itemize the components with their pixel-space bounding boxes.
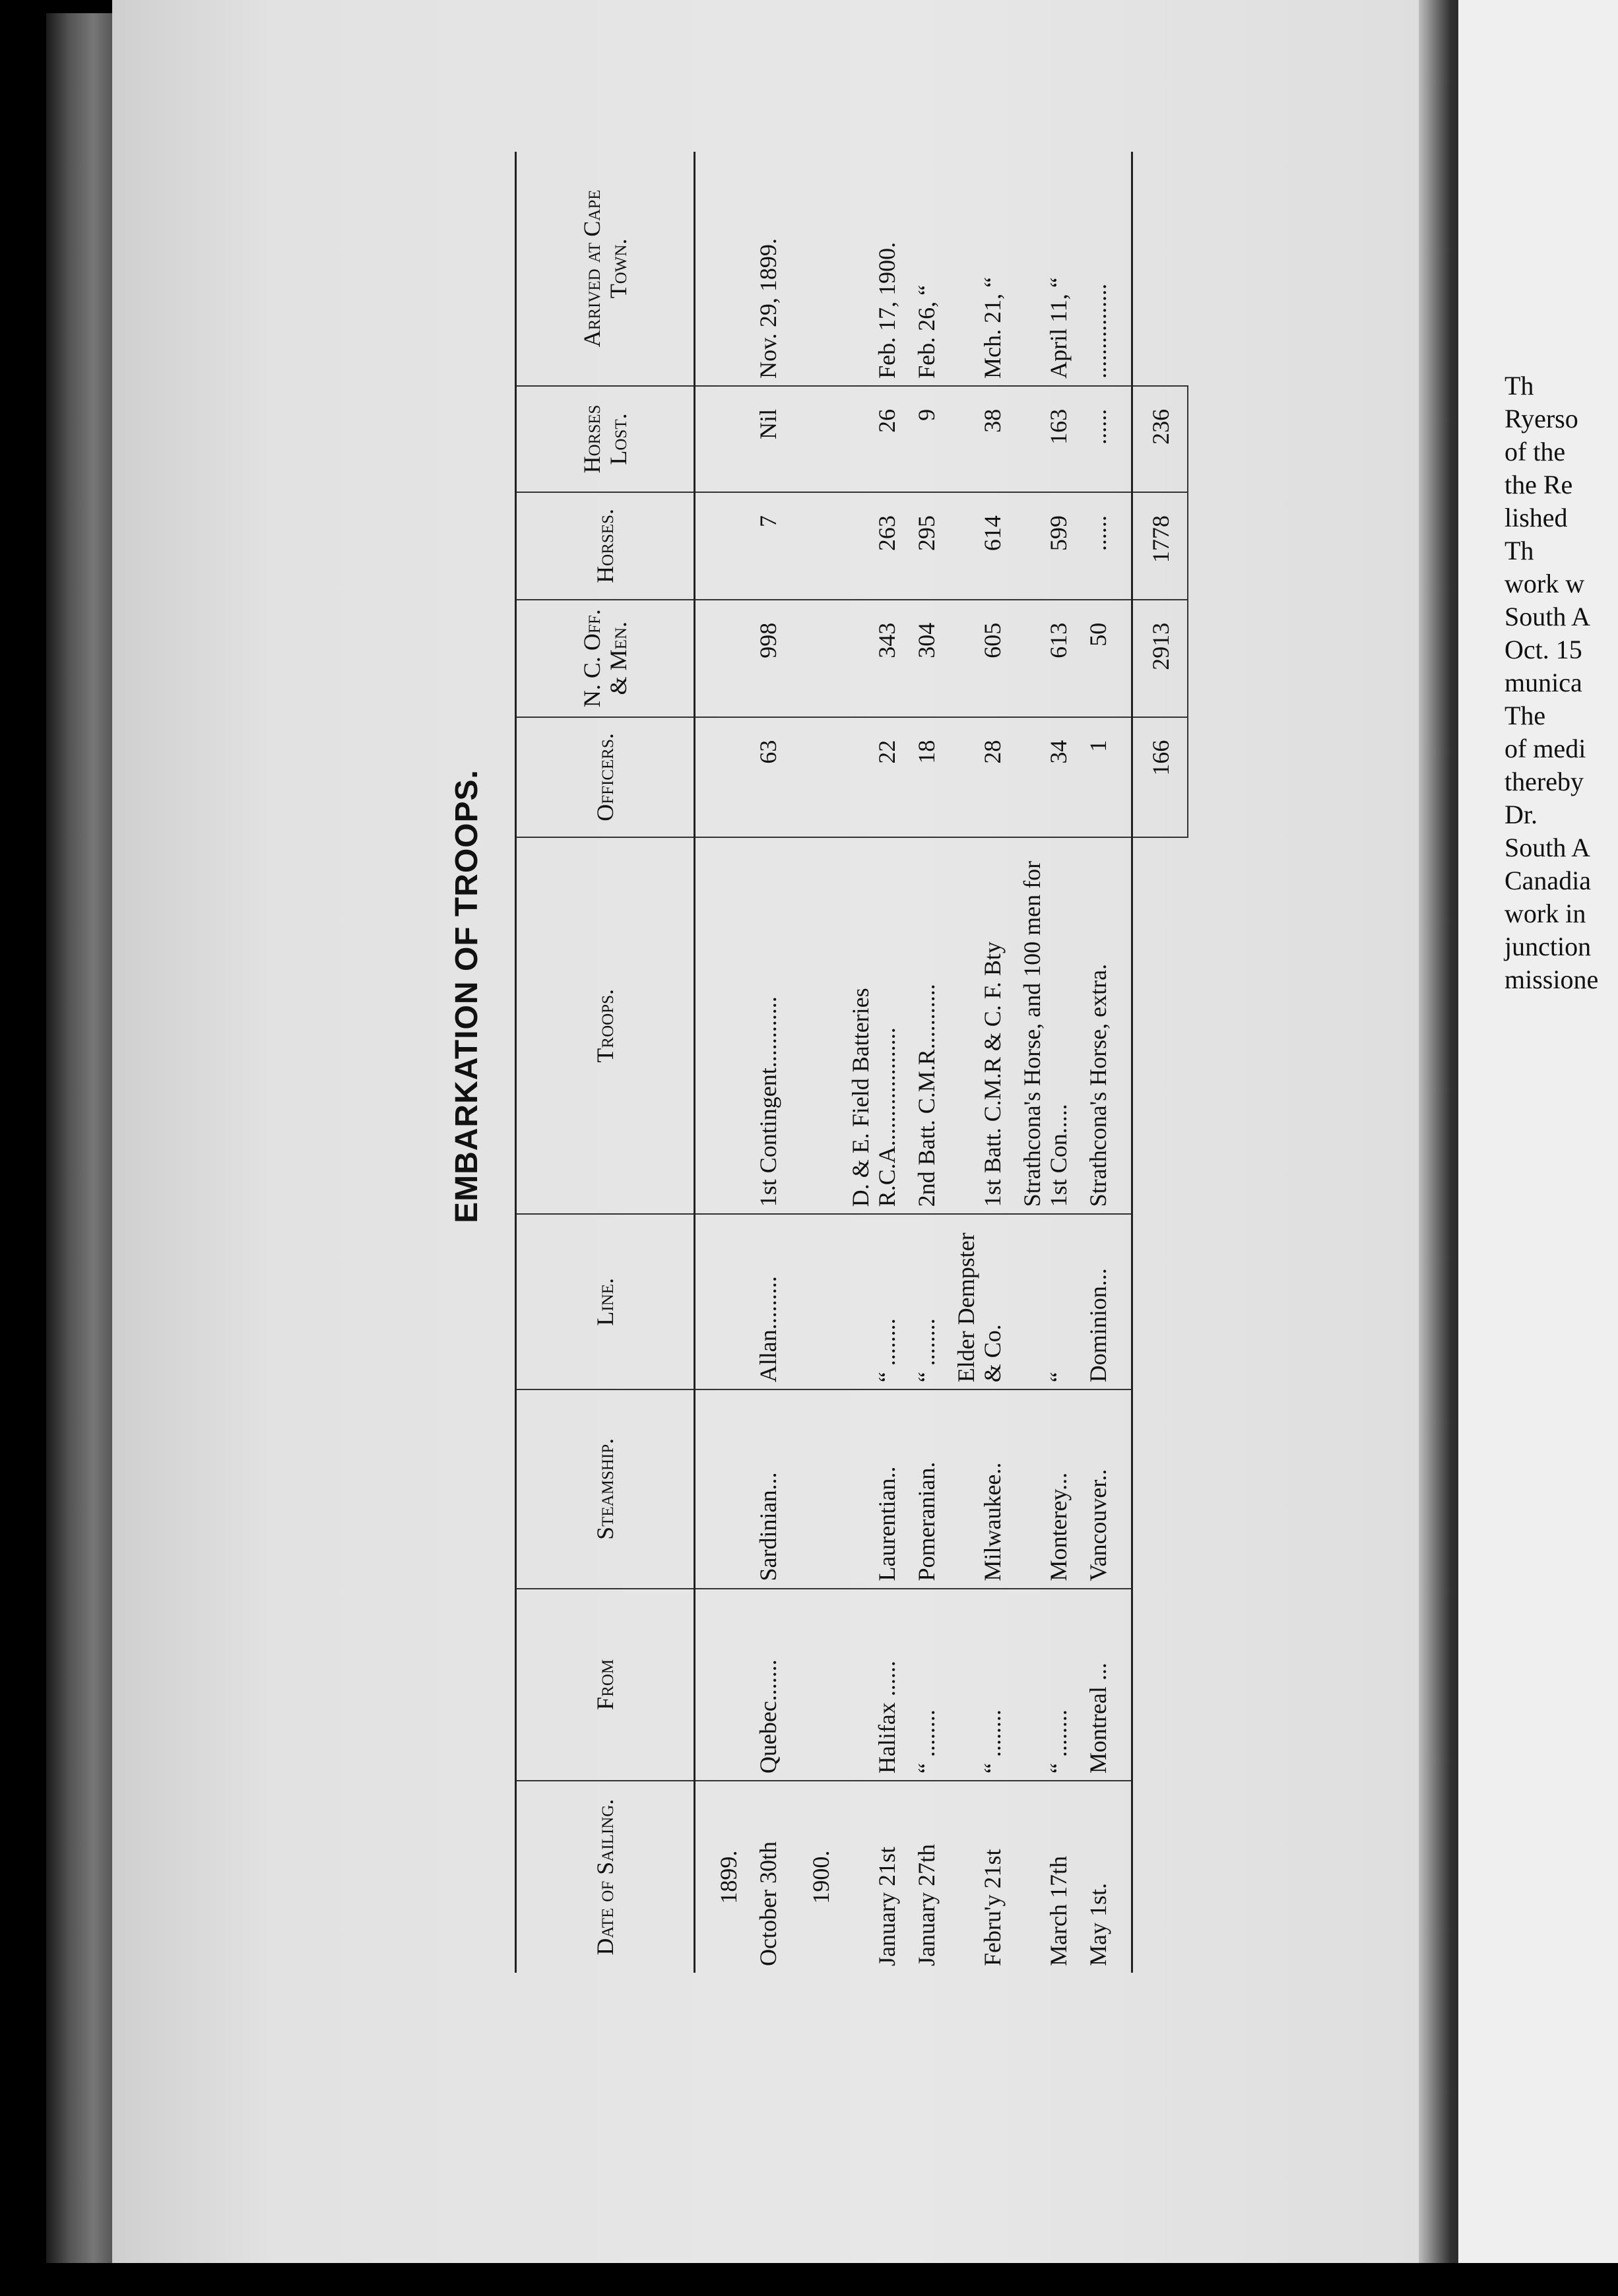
header-arrived: Arrived at Cape Town. bbox=[516, 152, 695, 386]
facing-page-line: Oct. 15 bbox=[1505, 635, 1582, 664]
facing-page-line: munica bbox=[1505, 668, 1582, 697]
cell-steamship: Monterey... bbox=[1012, 1389, 1078, 1588]
table-header-row bbox=[516, 152, 695, 1973]
cell-arrived: ................ bbox=[1078, 152, 1132, 386]
facing-page bbox=[1458, 0, 1618, 2296]
cell-men: 613 bbox=[1012, 600, 1078, 717]
cell-from: “ ........ bbox=[1012, 1589, 1078, 1781]
header-from: From bbox=[516, 1589, 695, 1781]
facing-page-line: Canadia bbox=[1505, 866, 1592, 895]
facing-page-line: Th bbox=[1505, 371, 1534, 400]
facing-page-line: Th bbox=[1505, 536, 1534, 565]
facing-page-line: thereby bbox=[1505, 767, 1584, 796]
cell-troops: 1st Batt. C.M.R & C. F. Bty bbox=[946, 837, 1012, 1214]
total-men: 2913 bbox=[1132, 600, 1188, 717]
cell-horses-lost: 163 bbox=[1012, 386, 1078, 492]
table-body bbox=[695, 152, 1188, 1973]
header-horses-lost: Horses Lost. bbox=[516, 386, 695, 492]
scan-border bbox=[0, 2263, 1618, 2296]
table-row bbox=[907, 152, 946, 1973]
cell-date: May 1st. bbox=[1078, 1781, 1132, 1973]
cell-men: 343 bbox=[841, 600, 907, 717]
header-date: Date of Sailing. bbox=[516, 1781, 695, 1973]
facing-page-text bbox=[1505, 369, 1618, 996]
cell-line: “ ........ bbox=[907, 1214, 946, 1389]
cell-horses: 263 bbox=[841, 492, 907, 600]
cell-line: “ bbox=[1012, 1214, 1078, 1389]
header-horses: Horses. bbox=[516, 492, 695, 600]
cell-horses-lost: 9 bbox=[907, 386, 946, 492]
cell-horses-lost: 38 bbox=[946, 386, 1012, 492]
facing-page-line: of the bbox=[1505, 437, 1566, 466]
cell-steamship: Sardinian... bbox=[748, 1389, 788, 1588]
cell-men: 998 bbox=[748, 600, 788, 717]
facing-page-line: Ryerso bbox=[1505, 404, 1578, 433]
total-horses: 1778 bbox=[1132, 492, 1188, 600]
cell-arrived: Nov. 29, 1899. bbox=[755, 238, 781, 379]
rotated-table-content bbox=[449, 7, 1386, 1986]
cell-men: 605 bbox=[946, 600, 1012, 717]
table-row bbox=[1078, 152, 1132, 1973]
cell-from: “ ........ bbox=[946, 1589, 1012, 1781]
facing-page-line: The bbox=[1505, 701, 1546, 730]
cell-troops: Strathcona's Horse, and 100 men for 1st Con..... bbox=[1012, 837, 1078, 1214]
cell-date: October 30th bbox=[748, 1781, 788, 1973]
total-officers: 166 bbox=[1132, 717, 1188, 838]
facing-page-line: lished bbox=[1505, 503, 1568, 532]
table-row bbox=[946, 152, 1012, 1973]
facing-page-line: work w bbox=[1505, 569, 1585, 598]
cell-arrived: April 11, “ bbox=[1045, 277, 1072, 379]
cell-troops: 1st Contingent............ bbox=[748, 837, 788, 1214]
cell-horses: ...... bbox=[1078, 492, 1132, 600]
facing-page-line: South A bbox=[1505, 833, 1591, 862]
cell-from: Quebec....... bbox=[748, 1589, 788, 1781]
year-label: 1899. bbox=[695, 1781, 749, 1973]
cell-from: Halifax ...... bbox=[841, 1589, 907, 1781]
year-row bbox=[695, 152, 749, 1973]
cell-date: January 27th bbox=[907, 1781, 946, 1973]
cell-officers: 1 bbox=[1078, 717, 1132, 838]
table-row bbox=[748, 152, 788, 1973]
table-row bbox=[841, 152, 907, 1973]
cell-line: Allan......... bbox=[748, 1214, 788, 1389]
cell-officers: 22 bbox=[841, 717, 907, 838]
totals-row bbox=[1132, 152, 1188, 1973]
cell-line: Dominion... bbox=[1078, 1214, 1132, 1389]
cell-line: Elder Dempster & Co. bbox=[946, 1214, 1012, 1389]
cell-men: 50 bbox=[1078, 600, 1132, 717]
cell-steamship: Pomeranian. bbox=[907, 1389, 946, 1588]
header-officers: Officers. bbox=[516, 717, 695, 838]
cell-horses: 599 bbox=[1012, 492, 1078, 600]
cell-officers: 63 bbox=[748, 717, 788, 838]
cell-date: Febru'y 21st bbox=[946, 1781, 1012, 1973]
cell-from: Montreal ... bbox=[1078, 1589, 1132, 1781]
facing-page-line: missione bbox=[1505, 965, 1599, 994]
cell-horses-lost: Nil bbox=[748, 386, 788, 492]
page-title: EMBARKATION OF TROOPS. bbox=[449, 769, 484, 1223]
cell-horses: 295 bbox=[907, 492, 946, 600]
cell-line: “ ........ bbox=[841, 1214, 907, 1389]
embarkation-table bbox=[515, 152, 1188, 1973]
header-line: Line. bbox=[516, 1214, 695, 1389]
cell-arrived: Feb. 26, “ bbox=[913, 284, 940, 379]
cell-steamship: Vancouver.. bbox=[1078, 1389, 1132, 1588]
year-row bbox=[788, 152, 841, 1973]
cell-steamship: Milwaukee.. bbox=[946, 1389, 1012, 1588]
facing-page-line: work in bbox=[1505, 899, 1586, 928]
cell-men: 304 bbox=[907, 600, 946, 717]
cell-arrived: Mch. 21, “ bbox=[979, 276, 1006, 379]
cell-officers: 28 bbox=[946, 717, 1012, 838]
total-horses-lost: 236 bbox=[1132, 386, 1188, 492]
header-steamship: Steamship. bbox=[516, 1389, 695, 1588]
cell-date: March 17th bbox=[1012, 1781, 1078, 1973]
table-row bbox=[1012, 152, 1078, 1973]
facing-page-line: of medi bbox=[1505, 734, 1586, 763]
cell-arrived: Feb. 17, 1900. bbox=[874, 241, 900, 379]
facing-page-line: South A bbox=[1505, 602, 1591, 631]
cell-troops: 2nd Batt. C.M.R........... bbox=[907, 837, 946, 1214]
header-men: N. C. Off. & Men. bbox=[516, 600, 695, 717]
facing-page-line: Dr. bbox=[1505, 800, 1537, 829]
year-label: 1900. bbox=[788, 1781, 841, 1973]
cell-horses: 614 bbox=[946, 492, 1012, 600]
cell-horses: 7 bbox=[748, 492, 788, 600]
cell-from: “ ........ bbox=[907, 1589, 946, 1781]
cell-steamship: Laurentian.. bbox=[841, 1389, 907, 1588]
cell-troops: Strathcona's Horse, extra. bbox=[1078, 837, 1132, 1214]
facing-page-line: junction bbox=[1505, 932, 1592, 961]
header-troops: Troops. bbox=[516, 837, 695, 1214]
cell-officers: 34 bbox=[1012, 717, 1078, 838]
cell-troops: D. & E. Field Batteries R.C.A.................... bbox=[841, 837, 907, 1214]
cell-horses-lost: ...... bbox=[1078, 386, 1132, 492]
cell-officers: 18 bbox=[907, 717, 946, 838]
cell-horses-lost: 26 bbox=[841, 386, 907, 492]
facing-page-line: the Re bbox=[1505, 470, 1573, 499]
cell-date: January 21st bbox=[841, 1781, 907, 1973]
